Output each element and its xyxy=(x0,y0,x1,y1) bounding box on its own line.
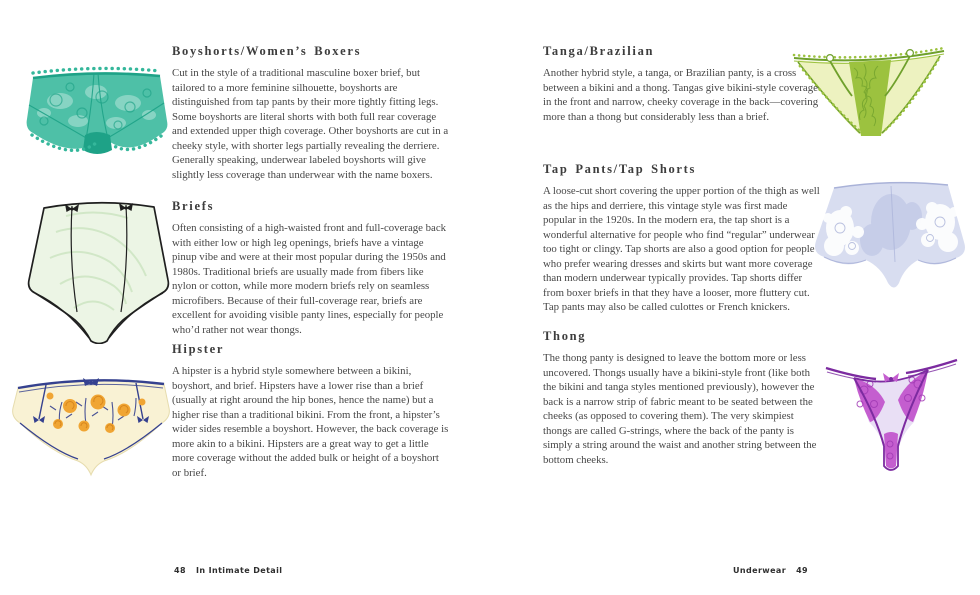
briefs-illustration xyxy=(26,192,172,344)
section-tanga xyxy=(543,44,820,124)
tap-pants-drawing xyxy=(812,170,967,298)
boyshorts-drawing xyxy=(22,55,170,173)
thong-bow xyxy=(883,373,899,382)
section-title-thong: Thong xyxy=(543,329,587,343)
hipster-drawing xyxy=(12,358,170,482)
section-title-briefs: Briefs xyxy=(172,199,215,213)
briefs-drawing xyxy=(26,192,172,344)
hipster-illustration xyxy=(12,358,170,482)
section-body-tap-pants: A loose-cut short covering the upper portion of the thigh as well as the hips and derriere, this vintage style was first made popular in the 1920s. In the modern era, the tap short is a wonderful alternative for people who find “regular” underwear too tight or clingy. Tap shorts are also a good option for people who prefer wearing dresses and skirts but want more coverage than modern underwear typically provides. Tap shorts differ from boxer briefs in that they have a looser, more fluttery cut. Tap pants may also be called culottes or French knickers. xyxy=(543,185,820,313)
thong-drawing xyxy=(824,338,959,478)
section-title-boyshorts: Boyshorts/Women’s Boxers xyxy=(172,44,362,58)
footer-left xyxy=(174,566,282,575)
section-title-tanga: Tanga/Brazilian xyxy=(543,44,655,58)
section-body-tanga: Another hybrid style, a tanga, or Brazilian panty, is a cross between a bikini and a thong. Tangas give bikini-style coverage in the front and narrow, cheeky coverage in the back—covering more than a thong but considerably less than a brief. xyxy=(543,67,819,123)
right-page xyxy=(490,0,980,595)
tanga-ring-right xyxy=(907,50,914,57)
page-number-right: 49 xyxy=(796,566,808,575)
section-title-tap-pants: Tap Pants/Tap Shorts xyxy=(543,162,697,176)
tanga-ring-left xyxy=(827,55,834,62)
thong-illustration xyxy=(824,338,959,478)
section-hipster xyxy=(172,342,449,480)
section-briefs xyxy=(172,199,449,337)
section-thong xyxy=(543,329,820,467)
page-number-left: 48 xyxy=(174,566,186,575)
section-body-hipster: A hipster is a hybrid style somewhere between a bikini, boyshort, and brief. Hipsters have a lower rise than a brief (usually at right around the hip bones, hence the name) but a higher rise than a traditional bikini. From the front, a hipster’s wider sides resemble a boyshort. However, the back coverage is more akin to a bikini. Hipsters are a great way to get a little more coverage without the added bulk or height of a boyshort or brief. xyxy=(172,365,449,479)
section-body-boyshorts: Cut in the style of a traditional masculine boxer brief, but tailored to a more feminine silhouette, boyshorts are distinguished from tap pants by their more tightly fitting legs. Some boyshorts are literal shorts with both full rear coverage and extended upper thigh coverage. Other boyshorts are cut in a cheeky style, with shorter legs partially revealing the derriere. Generally speaking, underwear labeled boyshorts will give slightly less coverage than underwear with the name boxers. xyxy=(172,67,449,181)
section-boyshorts xyxy=(172,44,449,182)
boyshorts-illustration xyxy=(22,55,170,173)
section-tap-pants xyxy=(543,162,820,315)
section-body-thong: The thong panty is designed to leave the bottom more or less uncovered. Thongs usually have a bikini-style front (like both the bikini and tanga styles mentioned previously), however the back is a narrow strip of fabric meant to be seated between the cheeks (as opposed to covering them). The very skimpiest thongs are called G-strings, where the back of the panty is simply a string around the waist and another string between the bottom cheeks. xyxy=(543,352,817,466)
book-title: In Intimate Detail xyxy=(195,566,283,575)
tap-pants-illustration xyxy=(812,170,967,298)
footer-right xyxy=(733,566,808,575)
chapter-title: Underwear xyxy=(733,566,787,575)
section-title-hipster: Hipster xyxy=(172,342,225,356)
section-body-briefs: Often consisting of a high-waisted front and full-coverage back with either low or high leg openings, briefs have a vintage pinup vibe and were at their most popular during the 1950s and 1980s. Traditional briefs are usually made from fibers like nylon or cotton, while more modern briefs rely on seamless microfibers. Because of their full-coverage rear, briefs are excellent for avoiding visible panty lines, especially for people who’d rather not wear thongs. xyxy=(172,222,447,336)
